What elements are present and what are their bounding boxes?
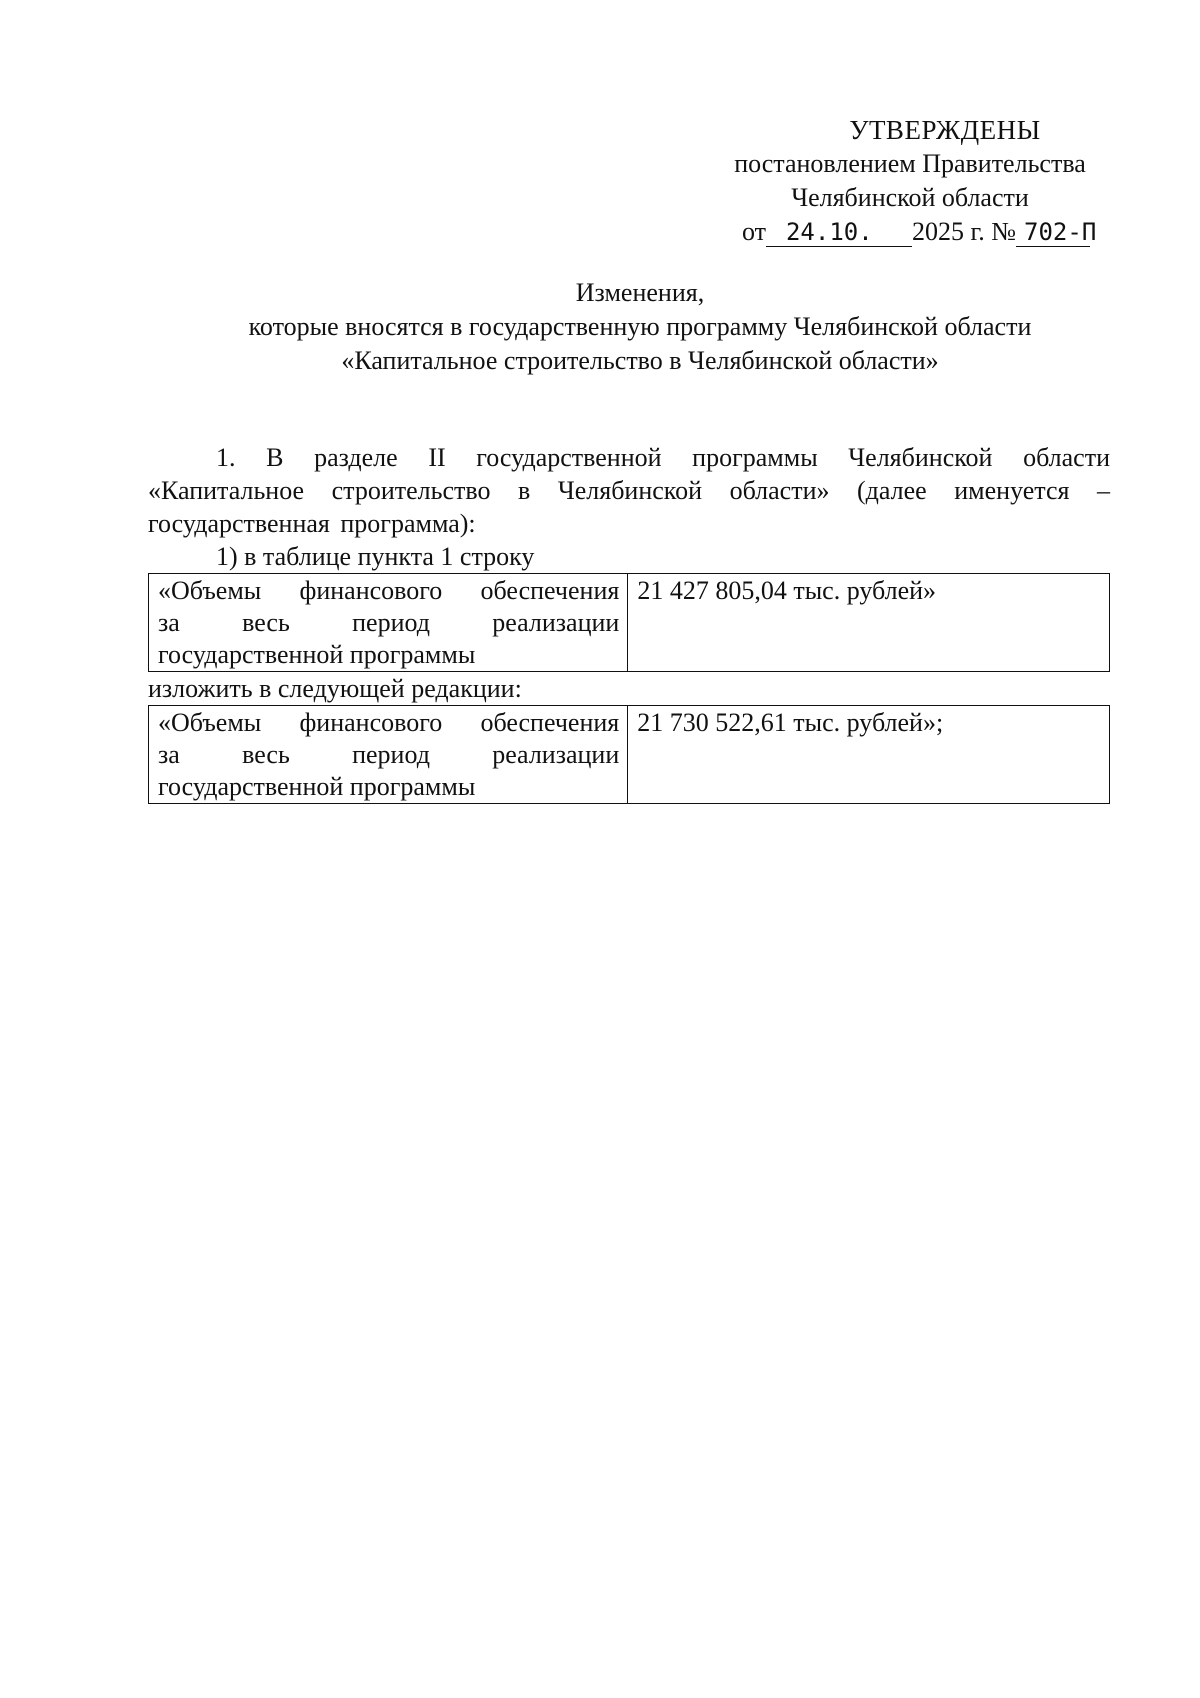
date-prefix: от <box>741 217 766 246</box>
heading-line-2: «Капитальное строительство в Челябинской области» <box>341 346 939 375</box>
table-new-label-cell <box>149 706 628 804</box>
table-new-label-line-2: за весь период реализации <box>158 740 620 769</box>
paragraph-1: 1. В разделе II государственной программы Челябинской области «Капитальное строительство в Челябинской области» (далее именуется – государственная программа): <box>148 443 1110 538</box>
resolution-number: 702-П <box>1016 218 1090 247</box>
document-heading <box>140 276 1140 378</box>
table-row <box>149 574 1110 672</box>
replace-instruction: изложить в следующей редакции: <box>148 674 522 703</box>
approval-line-1: постановлением Правительства <box>734 149 1086 178</box>
document-body <box>148 441 1110 804</box>
table-old-row <box>148 573 1110 672</box>
date-value: 24.10. <box>766 218 912 247</box>
approval-title: УТВЕРЖДЕНЫ <box>849 115 1041 145</box>
heading-line-1: которые вносятся в государственную программу Челябинской области <box>248 312 1032 341</box>
year-text: 2025 г. № <box>911 217 1017 246</box>
table-old-label-line-3: государственной программы <box>158 640 476 669</box>
sub-item-1: 1) в таблице пункта 1 строку <box>216 542 535 571</box>
table-new-value-cell: 21 730 522,61 тыс. рублей»; <box>628 706 1110 804</box>
heading-title: Изменения, <box>575 278 705 307</box>
table-new-row <box>148 705 1110 804</box>
table-row <box>149 706 1110 804</box>
table-old-label-line-1: «Объемы финансового обеспечения <box>158 576 620 605</box>
approval-date-line <box>741 215 1097 249</box>
table-old-value-cell: 21 427 805,04 тыс. рублей» <box>628 574 1110 672</box>
table-new-label-line-3: государственной программы <box>158 772 476 801</box>
table-old-label-cell <box>149 574 628 672</box>
approval-block <box>690 113 1130 249</box>
table-old-label-line-2: за весь период реализации <box>158 608 620 637</box>
approval-line-2: Челябинской области <box>791 183 1029 212</box>
table-new-label-line-1: «Объемы финансового обеспечения <box>158 708 620 737</box>
